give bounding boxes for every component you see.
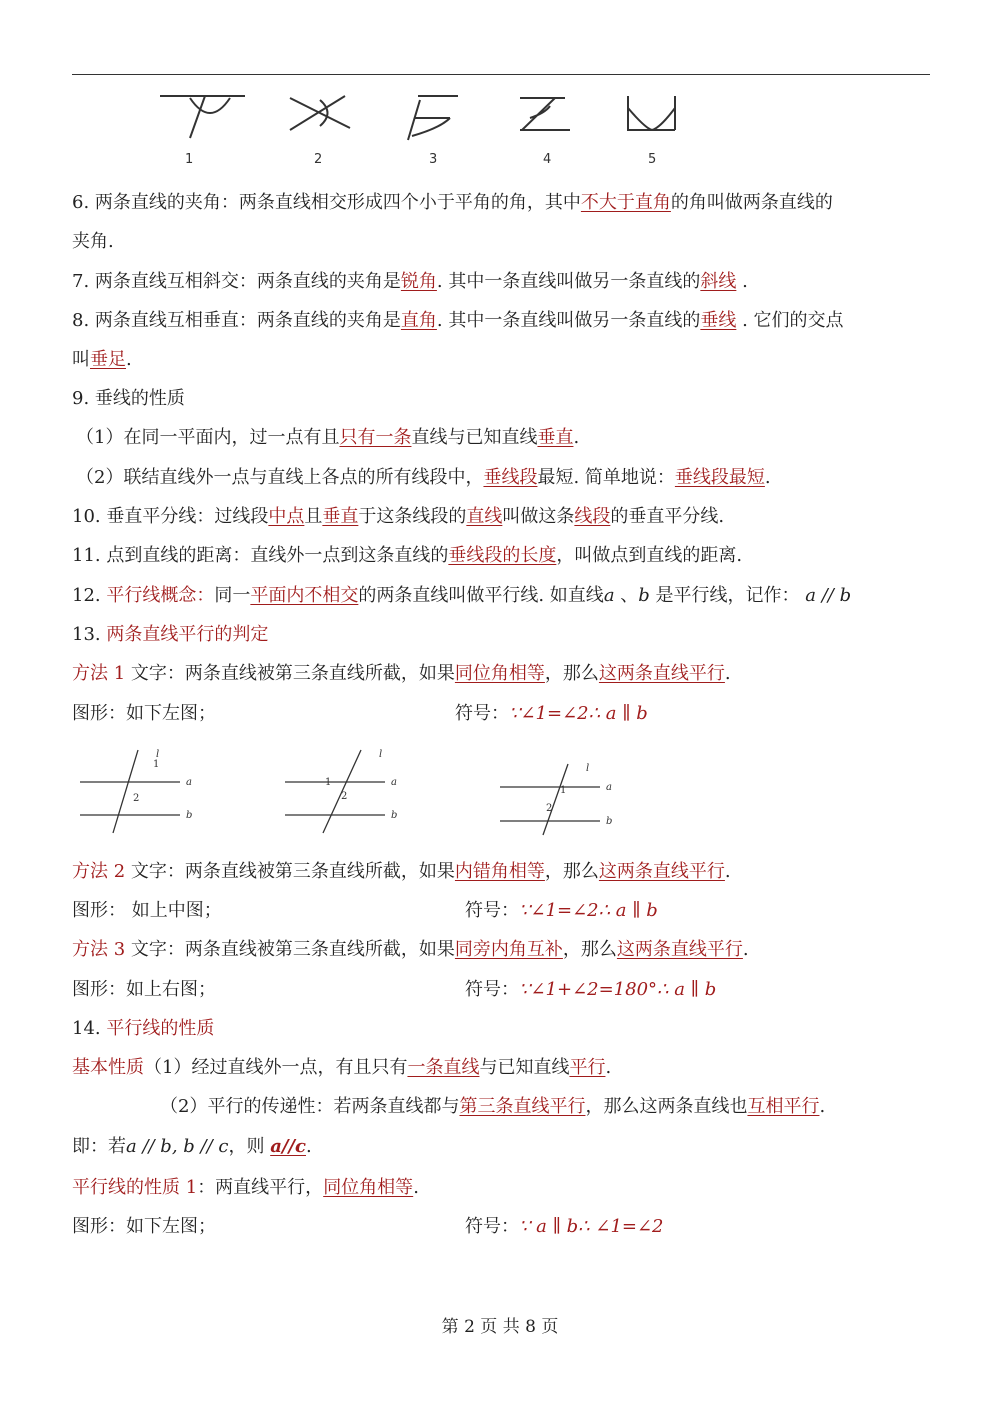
text-segment: 图形：如下左图； (72, 1216, 216, 1237)
label-a: a (391, 777, 397, 788)
label-a: a (186, 777, 192, 788)
angle-figures (150, 88, 700, 148)
text-segment: . (724, 861, 731, 882)
figure-number-label: 5 (648, 152, 657, 167)
angle-2-label: 2 (341, 791, 348, 802)
text-line (72, 506, 724, 528)
figure-number-label: 2 (314, 152, 323, 167)
text-segment: a // b (805, 585, 852, 606)
text-line (72, 861, 731, 883)
text-line (72, 900, 222, 922)
answer-blank: 一条直线 (407, 1057, 480, 1078)
parallel-lines-diagram (78, 745, 218, 845)
figure-5 (628, 96, 675, 130)
figure-1 (160, 96, 245, 138)
section-heading: 平行线的性质 (106, 1018, 215, 1039)
label-l: l (586, 763, 590, 774)
text-line (72, 1018, 214, 1040)
text-segment: 图形：如下左图； (72, 703, 216, 724)
answer-blank: 平面内不相交 (250, 585, 359, 606)
text-segment: 符号： (465, 900, 519, 921)
answer-blank: 中点 (268, 506, 305, 527)
text-segment: a (603, 585, 615, 606)
answer-blank: 同位角相等 (323, 1177, 414, 1198)
answer-blank: 斜线 (700, 271, 737, 292)
text-segment: ，那么 (562, 939, 617, 960)
answer-blank: 线段 (574, 506, 611, 527)
answer-blank: 同旁内角互补 (454, 939, 563, 960)
text-segment: . 其中一条直线叫做另一条直线的 (436, 271, 701, 292)
label-b: b (606, 816, 613, 827)
answer-blank: 直角 (400, 310, 437, 331)
text-segment: a // b, b // c (126, 1136, 229, 1157)
text-segment: （1）在同一平面内，过一点有且 (76, 427, 340, 448)
text-line (72, 585, 851, 607)
text-line (465, 1216, 664, 1238)
angle-1-label: 1 (560, 785, 567, 796)
header-rule (72, 74, 930, 75)
text-segment: 10. 垂直平分线：过线段 (72, 506, 269, 527)
answer-blank: 同位角相等 (454, 663, 545, 684)
figure-2 (290, 96, 350, 130)
text-line (72, 545, 742, 567)
answer-blank: 平行 (569, 1057, 606, 1078)
answer-blank: 这两条直线平行 (598, 663, 725, 684)
text-segment: ∵ a ∥ b∴ ∠1=∠2 (519, 1216, 664, 1237)
answer-blank: 互相平行 (747, 1096, 820, 1117)
answer-blank: 这两条直线平行 (598, 861, 725, 882)
text-segment: 文字：两条直线被第三条直线所截，如果 (125, 861, 455, 882)
text-line (72, 1057, 611, 1079)
text-segment: b (638, 585, 650, 606)
text-segment: 最短. 简单地说： (537, 467, 675, 488)
answer-blank: 只有一条 (339, 427, 412, 448)
text-segment: 文字：两条直线被第三条直线所截，如果 (125, 939, 455, 960)
label-l: l (379, 749, 383, 760)
text-segment: . 它们的交点 (736, 310, 844, 331)
section-heading: 基本性质 (72, 1057, 144, 1078)
angle-1-label: 1 (325, 777, 332, 788)
text-segment: . (819, 1096, 826, 1117)
text-segment: ，那么 (544, 861, 599, 882)
text-line (76, 427, 579, 449)
text-segment: 7. 两条直线互相斜交：两条直线的夹角是 (72, 271, 401, 292)
label-a: a (606, 782, 612, 793)
text-segment: 13. (72, 624, 107, 645)
text-line (72, 939, 749, 961)
answer-blank: 垂线段最短 (674, 467, 765, 488)
answer-blank: a//c (270, 1136, 306, 1157)
text-segment: （1）经过直线外一点，有且只有 (144, 1057, 408, 1078)
text-segment: . (573, 427, 580, 448)
figure-4 (520, 98, 570, 130)
text-segment: . (413, 1177, 419, 1198)
text-segment: ∵∠1+∠2=180°∴ a ∥ b (519, 979, 717, 1000)
answer-blank: 垂直 (322, 506, 359, 527)
text-segment: 夹角. (72, 231, 114, 252)
text-line (465, 979, 716, 1001)
text-segment: 叫做这条 (502, 506, 575, 527)
text-segment: 14. (72, 1018, 107, 1039)
answer-blank: 直线 (466, 506, 503, 527)
text-segment: 即：若 (72, 1136, 126, 1157)
figure-number-label: 1 (185, 152, 194, 167)
text-segment: ，则 (228, 1136, 271, 1157)
text-line (72, 231, 114, 253)
text-line (465, 900, 658, 922)
text-segment: 符号： (455, 703, 509, 724)
parallel-lines-diagram (283, 745, 423, 845)
text-line (76, 467, 771, 489)
text-line (72, 703, 216, 725)
text-segment: （2）平行的传递性：若两条直线都与 (160, 1096, 460, 1117)
text-segment: 是平行线，记作： (649, 585, 806, 606)
label-b: b (186, 810, 193, 821)
text-segment: . (305, 1136, 312, 1157)
answer-blank: 垂直 (537, 427, 574, 448)
label-l: l (156, 749, 160, 760)
answer-blank: 这两条直线平行 (616, 939, 743, 960)
text-line (455, 703, 648, 725)
text-line (72, 1136, 312, 1158)
answer-blank: 垂线段的长度 (448, 545, 557, 566)
text-segment: 符号： (465, 1216, 519, 1237)
section-heading: 方法 1 (72, 663, 126, 684)
text-segment: 12. (72, 585, 107, 606)
text-line (72, 388, 185, 410)
text-line (72, 979, 216, 1001)
text-segment: 与已知直线 (479, 1057, 570, 1078)
section-heading: 方法 3 (72, 939, 126, 960)
text-segment: ∵∠1=∠2∴ a ∥ b (519, 900, 658, 921)
angle-2-label: 2 (133, 793, 140, 804)
answer-blank: 垂线段 (483, 467, 538, 488)
text-line (160, 1096, 825, 1118)
section-heading: 平行线概念： (106, 585, 215, 606)
text-segment: . (605, 1057, 612, 1078)
answer-blank: 内错角相等 (454, 861, 545, 882)
text-segment: . (764, 467, 771, 488)
text-segment: . (736, 271, 748, 292)
answer-blank: 垂线 (700, 310, 737, 331)
section-heading: 方法 2 (72, 861, 126, 882)
text-segment: 的角叫做两条直线的 (670, 192, 833, 213)
text-line (72, 1177, 419, 1199)
text-segment: 11. 点到直线的距离：直线外一点到这条直线的 (72, 545, 449, 566)
text-segment: ∵∠1=∠2∴ a ∥ b (509, 703, 648, 724)
answer-blank: 不大于直角 (580, 192, 671, 213)
transversal-l (113, 750, 138, 833)
text-segment: ：两直线平行， (197, 1177, 324, 1198)
text-segment: 、 (614, 585, 639, 606)
angle-2-label: 2 (546, 803, 553, 814)
text-line (72, 271, 748, 293)
figure-3 (408, 96, 458, 140)
text-segment: . (742, 939, 749, 960)
text-segment: 图形： 如上中图； (72, 900, 222, 921)
text-line (72, 624, 268, 646)
text-segment: 的垂直平分线. (610, 506, 725, 527)
parallel-lines-diagram (498, 745, 638, 845)
text-segment: ，那么这两条直线也 (585, 1096, 748, 1117)
text-segment: 直线与已知直线 (411, 427, 538, 448)
angle-1-label: 1 (153, 759, 160, 770)
text-segment: . (724, 663, 731, 684)
text-segment: 符号： (465, 979, 519, 1000)
text-segment: 8. 两条直线互相垂直：两条直线的夹角是 (72, 310, 401, 331)
text-segment: 的两条直线叫做平行线. 如直线 (358, 585, 604, 606)
text-segment: （2）联结直线外一点与直线上各点的所有线段中， (76, 467, 484, 488)
answer-blank: 第三条直线平行 (459, 1096, 586, 1117)
section-heading: 平行线的性质 1 (72, 1177, 198, 1198)
text-line (72, 663, 731, 685)
text-segment: 叫 (72, 349, 90, 370)
text-segment: ，那么 (544, 663, 599, 684)
page-footer: 第 2 页 共 8 页 (441, 1317, 559, 1337)
text-segment: 且 (304, 506, 323, 527)
text-segment: . (126, 349, 132, 370)
text-segment: 图形：如上右图； (72, 979, 216, 1000)
text-line (72, 310, 844, 332)
text-segment: . 其中一条直线叫做另一条直线的 (436, 310, 701, 331)
text-line (72, 349, 132, 371)
text-segment: 9. 垂线的性质 (72, 388, 185, 409)
text-segment: ，叫做点到直线的距离. (556, 545, 743, 566)
text-segment: 于这条线段的 (358, 506, 467, 527)
text-line (72, 192, 833, 214)
text-segment: 同一 (214, 585, 251, 606)
text-line (72, 1216, 216, 1238)
section-heading: 两条直线平行的判定 (106, 624, 269, 645)
figure-number-label: 4 (543, 152, 552, 167)
answer-blank: 垂足 (90, 349, 126, 370)
text-segment: 6. 两条直线的夹角：两条直线相交形成四个小于平角的角，其中 (72, 192, 581, 213)
label-b: b (391, 810, 398, 821)
text-segment: 文字：两条直线被第三条直线所截，如果 (125, 663, 455, 684)
answer-blank: 锐角 (400, 271, 437, 292)
transversal-l (543, 764, 568, 835)
figure-number-label: 3 (429, 152, 438, 167)
